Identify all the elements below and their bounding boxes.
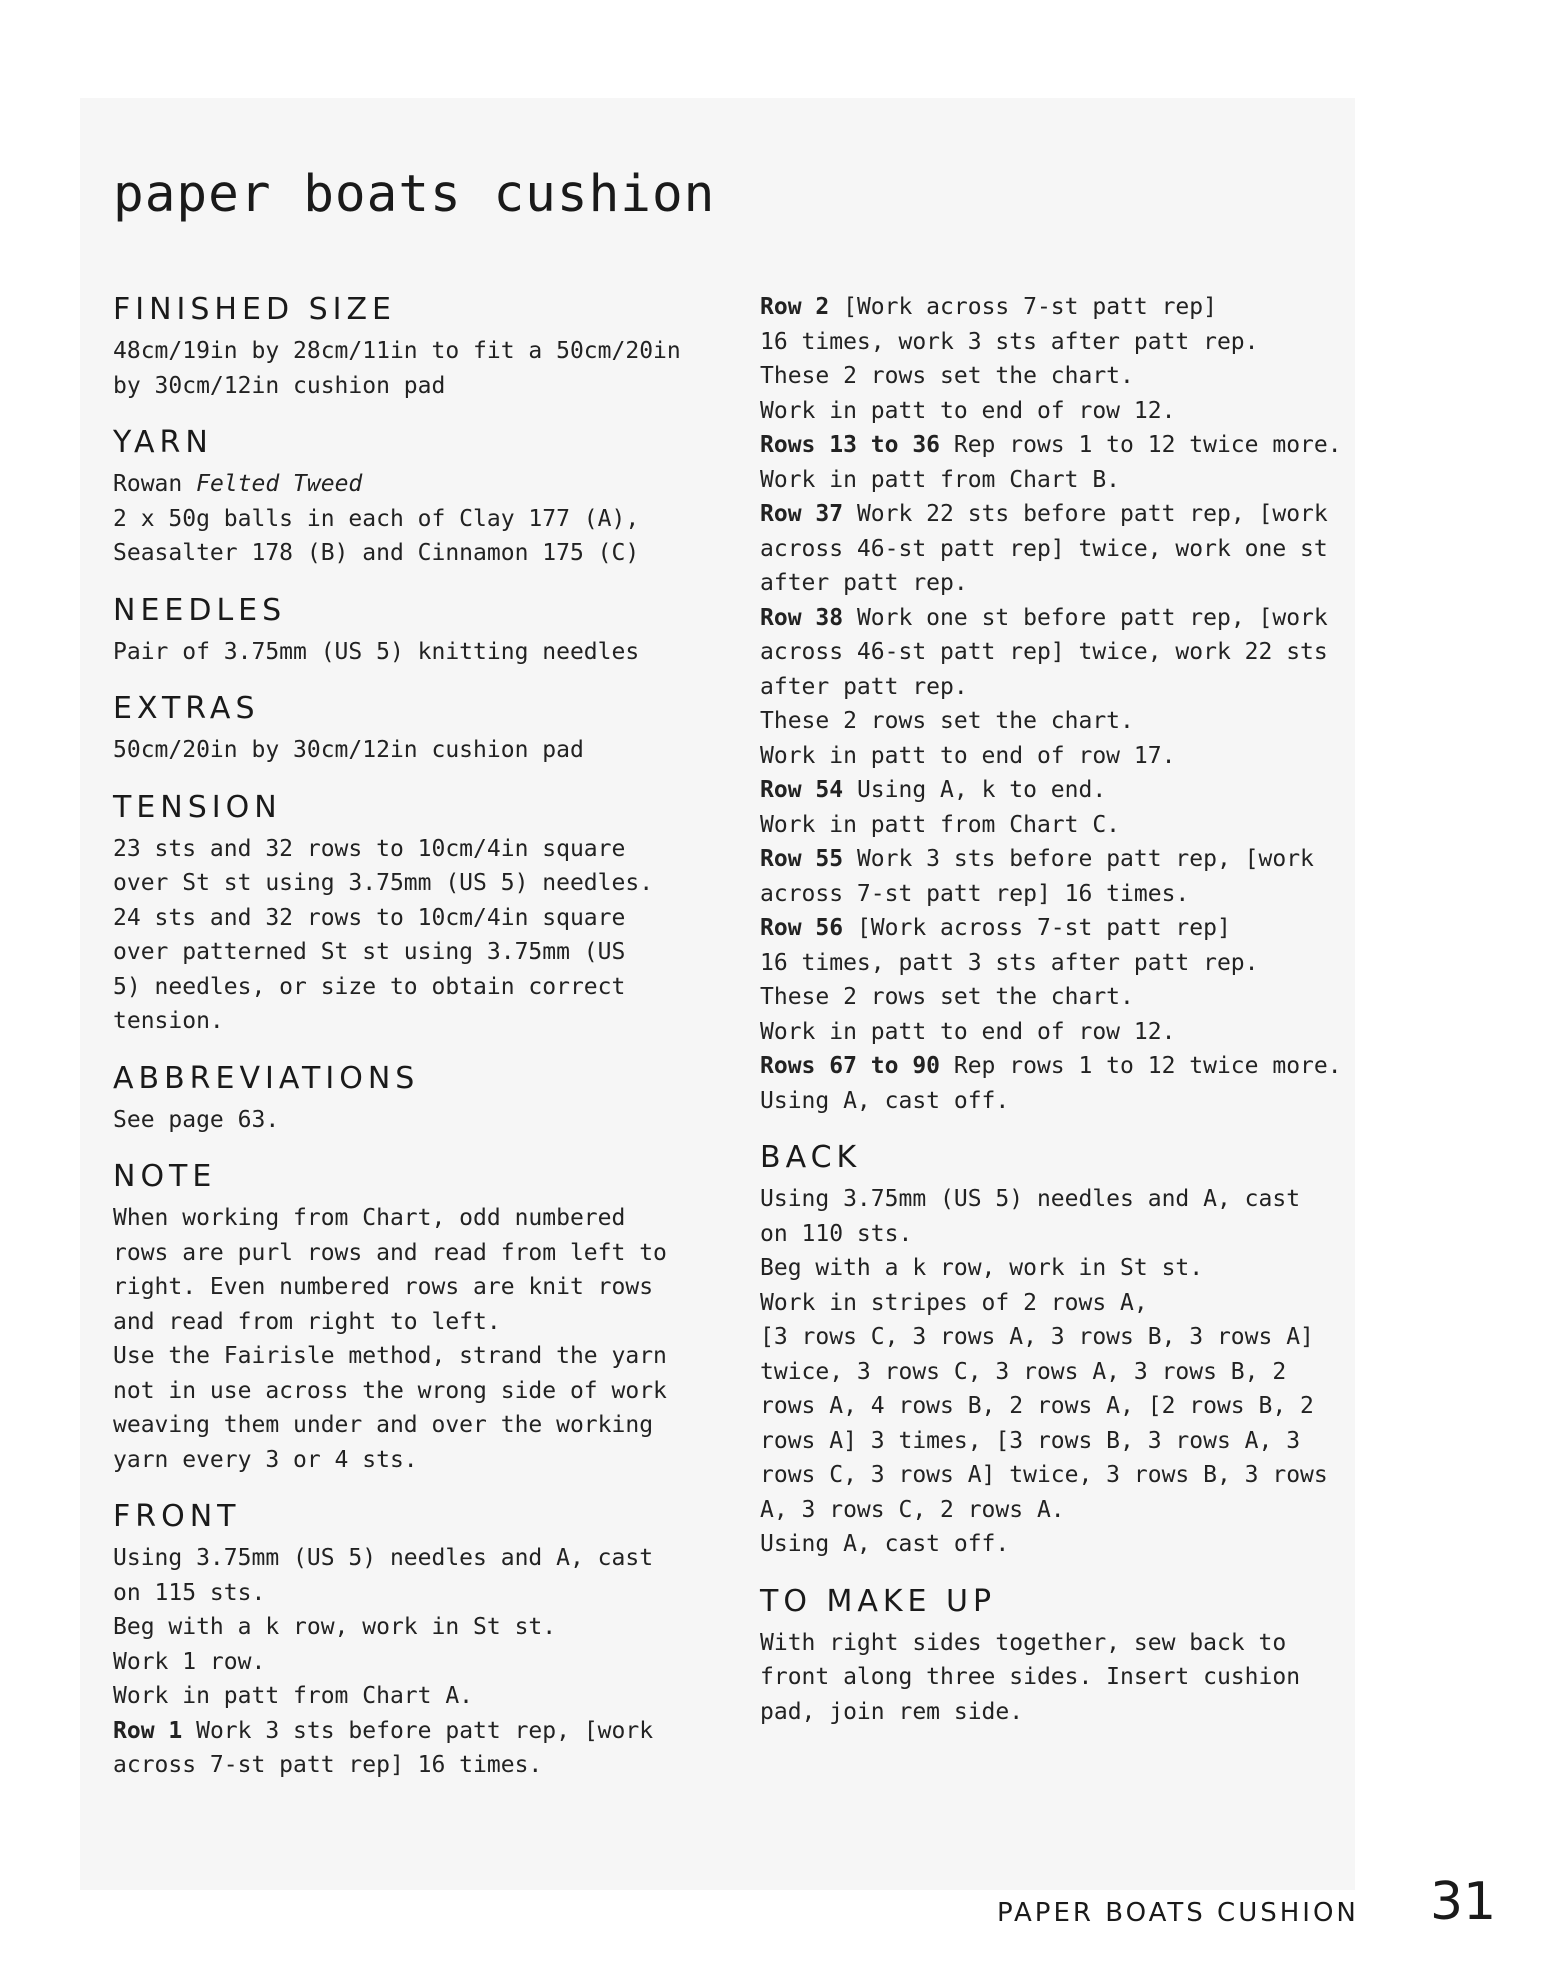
section-to-make-up (760, 1582, 1380, 1730)
text-line (760, 980, 1380, 1015)
page-title: paper boats cushion (113, 165, 716, 224)
text-segment: Use the Fairisle method, strand the yarn (113, 1343, 667, 1369)
text-segment: not in use across the wrong side of work (113, 1377, 667, 1404)
text-segment: 5) needles, or size to obtain correct (113, 973, 626, 1000)
text-line (113, 1236, 733, 1271)
text-line (760, 601, 1380, 636)
section-extras (113, 689, 733, 768)
text-line (113, 1408, 733, 1443)
text-segment: and read from right to left. (113, 1308, 501, 1335)
section-tension (113, 788, 733, 1039)
text-segment: [Work across 7-st patt rep] (843, 915, 1231, 941)
text-line (113, 1201, 733, 1236)
text-line (760, 463, 1380, 498)
text-line (760, 1458, 1380, 1493)
text-line (760, 1049, 1380, 1084)
text-segment: These 2 rows set the chart. (760, 984, 1134, 1010)
text-line (113, 832, 733, 867)
text-line (113, 1374, 733, 1409)
text-segment: Work 3 sts before patt rep, [work (182, 1717, 654, 1744)
section-finished-size (113, 290, 733, 403)
text-line (113, 901, 733, 936)
section-heading: NEEDLES (113, 592, 287, 628)
text-line (760, 808, 1380, 843)
text-segment: over patterned St st using 3.75mm (US (113, 939, 626, 965)
text-segment: right. Even numbered rows are knit rows (113, 1274, 654, 1300)
text-segment: [Work across 7-st patt rep] (829, 294, 1217, 320)
text-line (113, 1339, 733, 1374)
section-heading: EXTRAS (113, 691, 260, 726)
text-line (113, 866, 733, 901)
text-line (760, 1217, 1380, 1252)
text-segment: across 46-st patt rep] twice, work 22 sts (760, 639, 1328, 665)
text-segment: 16 times, patt 3 sts after patt rep. (760, 949, 1259, 976)
text-segment: These 2 rows set the chart. (760, 363, 1134, 389)
text-line (760, 1355, 1380, 1390)
section-heading: BACK (760, 1140, 862, 1175)
row-label: Rows 13 to 36 (760, 432, 941, 458)
text-segment: 16 times, work 3 sts after patt rep. (760, 328, 1259, 355)
text-segment: Work in patt from Chart A. (113, 1683, 474, 1709)
text-line (760, 359, 1380, 394)
row-label: Row 55 (760, 846, 844, 872)
row-label: Row 56 (760, 915, 844, 941)
page-number: 31 (1430, 1872, 1497, 1932)
text-line (113, 1610, 733, 1645)
text-line (113, 1576, 733, 1611)
text-segment: Work in patt to end of row 17. (760, 742, 1176, 769)
text-segment: rows C, 3 rows A] twice, 3 rows B, 3 rows (760, 1462, 1328, 1488)
text-line (113, 1714, 733, 1749)
text-segment: Work 1 row. (113, 1648, 266, 1675)
text-line (760, 842, 1380, 877)
text-segment: Work 3 sts before patt rep, [work (843, 846, 1314, 872)
text-line (760, 428, 1380, 463)
text-segment: on 110 sts. (760, 1220, 913, 1247)
text-segment: yarn every 3 or 4 sts. (113, 1446, 418, 1473)
section-heading: TENSION (113, 789, 282, 825)
text-segment: Rowan (113, 471, 197, 497)
text-segment: on 115 sts. (113, 1579, 266, 1606)
row-label: Row 38 (760, 604, 844, 631)
footer-title: PAPER BOATS CUSHION (997, 1898, 1359, 1928)
text-segment: rows A] 3 times, [3 rows B, 3 rows A, 3 (760, 1427, 1301, 1454)
text-segment: Using A, cast off. (760, 1531, 1010, 1557)
text-line (760, 1527, 1380, 1562)
text-line (113, 1004, 733, 1039)
text-line (113, 467, 733, 502)
text-segment: Pair of 3.75mm (US 5) knitting needles (113, 638, 640, 665)
text-line (113, 1270, 733, 1305)
text-line (760, 739, 1380, 774)
text-segment: Beg with a k row, work in St st. (113, 1614, 557, 1640)
text-line (760, 325, 1380, 360)
text-line (760, 1626, 1380, 1661)
text-line (760, 1182, 1380, 1217)
text-segment: Using A, k to end. (843, 777, 1107, 803)
text-line (760, 635, 1380, 670)
section-note (113, 1157, 733, 1477)
row-label: Row 2 (760, 294, 830, 320)
text-segment: Using A, cast off. (760, 1087, 1010, 1114)
row-label: Row 1 (113, 1717, 183, 1744)
text-segment: 24 sts and 32 rows to 10cm/4in square (113, 904, 626, 931)
section-heading: FINISHED SIZE (113, 292, 396, 327)
section-back (760, 1138, 1380, 1562)
text-segment: over St st using 3.75mm (US 5) needles. (113, 870, 654, 896)
text-segment: pad, join rem side. (760, 1698, 1024, 1725)
text-segment: Using 3.75mm (US 5) needles and A, cast (760, 1186, 1301, 1212)
text-segment: Rep rows 1 to 12 twice more. (940, 432, 1342, 458)
text-line (760, 670, 1380, 705)
section-abbreviations (113, 1059, 733, 1138)
section-continued (760, 290, 1380, 1118)
text-segment: Work in patt from Chart B. (760, 466, 1121, 493)
text-line (760, 532, 1380, 567)
text-line (113, 1443, 733, 1478)
text-segment: across 7-st patt rep] 16 times. (760, 880, 1190, 907)
text-segment: tension. (113, 1008, 224, 1034)
text-line (113, 1748, 733, 1783)
text-segment: When working from Chart, odd numbered (113, 1205, 626, 1231)
text-line (113, 536, 733, 571)
text-line (760, 1286, 1380, 1321)
text-segment: Using 3.75mm (US 5) needles and A, cast (113, 1545, 654, 1571)
text-line (760, 1389, 1380, 1424)
text-segment: [3 rows C, 3 rows A, 3 rows B, 3 rows A] (760, 1324, 1314, 1350)
section-heading: FRONT (113, 1499, 241, 1534)
text-segment: Work 22 sts before patt rep, [work (843, 501, 1328, 527)
text-line (760, 911, 1380, 946)
text-segment: by 30cm/12in cushion pad (113, 372, 446, 399)
text-segment: A, 3 rows C, 2 rows A. (760, 1496, 1065, 1523)
text-segment: front along three sides. Insert cushion (760, 1664, 1301, 1690)
section-heading: ABBREVIATIONS (113, 1060, 420, 1096)
text-line (113, 1679, 733, 1714)
text-segment: Work one st before patt rep, [work (843, 604, 1328, 631)
section-front (113, 1497, 733, 1783)
section-heading: NOTE (113, 1159, 217, 1194)
text-segment: Seasalter 178 (B) and Cinnamon 175 (C) (113, 540, 640, 566)
text-segment: rows A, 4 rows B, 2 rows A, [2 rows B, 2 (760, 1393, 1314, 1419)
text-line (760, 1695, 1380, 1730)
text-segment: Work in patt to end of row 12. (760, 1018, 1176, 1045)
text-line (113, 733, 733, 768)
text-line (113, 1103, 733, 1138)
text-segment: See page 63. (113, 1106, 280, 1133)
text-line (760, 1015, 1380, 1050)
text-line (760, 773, 1380, 808)
text-segment: across 46-st patt rep] twice, work one st (760, 535, 1328, 562)
section-needles (113, 591, 733, 670)
text-line (760, 1084, 1380, 1119)
text-line (760, 394, 1380, 429)
text-segment: 23 sts and 32 rows to 10cm/4in square (113, 835, 626, 862)
text-segment: after patt rep. (760, 673, 968, 700)
text-segment: 50cm/20in by 30cm/12in cushion pad (113, 737, 584, 763)
text-line (113, 1305, 733, 1340)
text-line (760, 1251, 1380, 1286)
text-segment: Work in stripes of 2 rows A, (760, 1289, 1148, 1316)
text-line (113, 970, 733, 1005)
text-segment: Beg with a k row, work in St st. (760, 1255, 1204, 1281)
text-line (760, 1493, 1380, 1528)
text-line (760, 566, 1380, 601)
text-line (760, 877, 1380, 912)
text-segment: Work in patt to end of row 12. (760, 397, 1176, 424)
text-segment: Rep rows 1 to 12 twice more. (940, 1053, 1342, 1079)
row-label: Row 37 (760, 501, 844, 527)
text-segment: weaving them under and over the working (113, 1412, 654, 1438)
text-line (113, 1645, 733, 1680)
text-line (760, 290, 1380, 325)
text-segment: twice, 3 rows C, 3 rows A, 3 rows B, 2 (760, 1358, 1287, 1385)
text-segment: 48cm/19in by 28cm/11in to fit a 50cm/20in (113, 338, 681, 364)
text-line (113, 334, 733, 369)
text-segment: Work in patt from Chart C. (760, 811, 1121, 838)
yarn-name: Felted Tweed (196, 471, 363, 497)
text-segment: These 2 rows set the chart. (760, 708, 1134, 734)
right-column (760, 290, 1380, 1749)
text-line (113, 502, 733, 537)
left-column (113, 290, 733, 1803)
text-line (113, 369, 733, 404)
text-line (760, 497, 1380, 532)
section-heading: YARN (113, 425, 213, 460)
text-segment: rows are purl rows and read from left to (113, 1239, 667, 1266)
text-line (113, 935, 733, 970)
text-line (760, 946, 1380, 981)
text-line (760, 1424, 1380, 1459)
text-line (113, 635, 733, 670)
text-line (113, 1541, 733, 1576)
text-segment: 2 x 50g balls in each of Clay 177 (A), (113, 505, 640, 532)
text-segment: With right sides together, sew back to (760, 1629, 1287, 1656)
text-line (760, 1660, 1380, 1695)
text-line (760, 704, 1380, 739)
text-segment: after patt rep. (760, 570, 968, 596)
section-yarn (113, 423, 733, 571)
row-label: Rows 67 to 90 (760, 1053, 941, 1079)
text-segment: across 7-st patt rep] 16 times. (113, 1752, 543, 1778)
row-label: Row 54 (760, 777, 844, 803)
section-heading: TO MAKE UP (760, 1583, 997, 1619)
text-line (760, 1320, 1380, 1355)
